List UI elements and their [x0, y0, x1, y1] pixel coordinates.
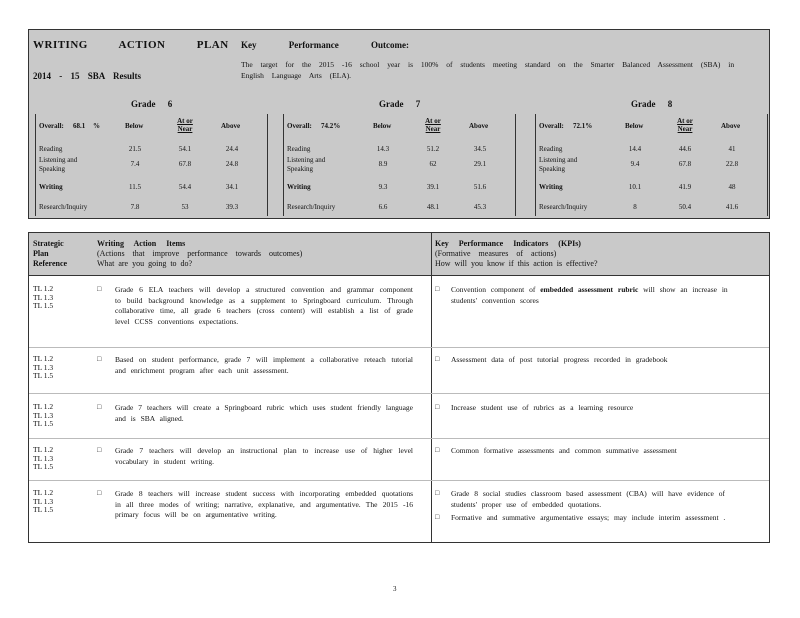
row-label: Reading	[287, 145, 311, 153]
value-above: 22.8	[725, 160, 739, 168]
sba-results-box	[28, 29, 770, 219]
strategic-ref: TL 1.5	[33, 419, 54, 428]
col-below: Below	[373, 122, 392, 130]
action-plan-table	[28, 232, 770, 543]
value-at-or-near: 54.4	[178, 183, 192, 191]
table-header	[29, 233, 769, 276]
col-above: Above	[221, 122, 241, 130]
value-above: 34.5	[473, 145, 487, 153]
strategic-refs	[33, 446, 53, 472]
panel-right-border	[767, 114, 768, 216]
action-item: Grade 6 ELA teachers will develop a structured convention and grammar component to build background knowledge as a supplement to Springboard curriculum. Through collaborative time, all grade 6 teachers (cross content) will establish a list of grade level CCSS conventions expectations.	[115, 285, 413, 326]
kpi-item: Convention component of embedded assessment rubric will show an increase in students' convention scores	[451, 285, 728, 305]
overall-value: 74.2%	[321, 122, 341, 130]
bullet-icon: □	[435, 489, 440, 497]
bullet-icon: □	[97, 285, 102, 293]
strategic-refs	[33, 285, 53, 311]
value-at-or-near: 41.9	[678, 183, 692, 191]
strategic-ref: TL 1.3	[33, 453, 54, 463]
page-number: 3	[393, 585, 397, 593]
row-label: Listening and Speaking	[539, 156, 578, 173]
overall-value: 68.1 %	[73, 122, 100, 130]
value-below: 11.5	[129, 183, 141, 191]
row-label: Reading	[539, 145, 563, 153]
strategic-ref: TL 1.5	[33, 462, 54, 471]
bullet-icon: □	[435, 355, 440, 363]
kpo-text: The target for the 2015 -16 school year is 100% of students meeting standard on the Smarter Balanced Assessment (SBA) in English Language Arts (ELA).	[241, 60, 735, 80]
value-above: 39.3	[225, 203, 239, 211]
overall-label: Overall:	[39, 122, 64, 130]
value-at-or-near: 50.4	[678, 203, 692, 211]
bullet-icon: □	[435, 446, 440, 454]
action-item: Grade 7 teachers will create a Springboard rubric which uses student friendly language and is SBA aligned.	[115, 403, 413, 423]
value-below: 14.4	[628, 145, 642, 153]
value-below: 9.3	[378, 183, 388, 191]
row-divider	[29, 438, 769, 439]
grade-title: Grade 8	[631, 99, 673, 109]
col-strategic-heading: Strategic Plan Reference	[33, 239, 68, 268]
col-kpi-heading: Key Performance Indicators (KPIs) (Formative measures of actions) How will you know if this action is effective?	[435, 239, 598, 268]
bullet-icon: □	[435, 403, 440, 411]
strategic-refs	[33, 403, 53, 429]
col-action-heading: Writing Action Items (Actions that improve performance towards outcomes) What are you going to do?	[97, 239, 303, 268]
value-at-or-near: 39.1	[426, 183, 440, 191]
overall-label: Overall:	[287, 122, 312, 130]
action-item: Grade 7 teachers will develop an instructional plan to increase use of higher level vocabulary in student writing.	[115, 446, 413, 466]
strategic-refs	[33, 489, 53, 515]
action-item: Grade 8 teachers will increase student success with incorporating embedded quotations in all three modes of writing; narrative, explanative, and argumentative. The 2015 -16 primary focus will be on argumentative writing.	[115, 489, 413, 519]
grade-title: Grade 7	[379, 99, 421, 109]
strategic-ref: TL 1.3	[33, 496, 54, 506]
value-at-or-near: 48.1	[426, 203, 440, 211]
row-label: Writing	[539, 183, 563, 191]
kpi-item: Grade 8 social studies classroom based assessment (CBA) will have evidence of students' proper use of embedded quotations.	[451, 489, 725, 509]
value-at-or-near: 62	[429, 160, 437, 168]
kpi-item: Common formative assessments and common summative assessment	[451, 446, 677, 455]
value-above: 48	[728, 183, 736, 191]
strategic-ref: TL 1.2	[33, 354, 54, 363]
col-below: Below	[125, 122, 144, 130]
row-divider	[29, 347, 769, 348]
bullet-icon: □	[97, 446, 102, 454]
plan-title: WRITING ACTION PLAN	[33, 39, 229, 51]
value-below: 14.3	[376, 145, 390, 153]
value-below: 7.8	[130, 203, 140, 211]
col-at-or-near: At or Near	[677, 117, 693, 133]
row-label: Writing	[287, 183, 311, 191]
panel-left-border	[283, 114, 284, 216]
value-above: 24.4	[225, 145, 239, 153]
bullet-icon: □	[435, 513, 440, 521]
row-divider	[29, 393, 769, 394]
strategic-ref: TL 1.3	[33, 362, 54, 372]
value-above: 51.6	[473, 183, 487, 191]
kpi-item: Increase student use of rubrics as a learning resource	[451, 403, 634, 412]
panel-left-border	[535, 114, 536, 216]
value-at-or-near: 44.6	[678, 145, 692, 153]
panel-right-border	[515, 114, 516, 216]
value-at-or-near: 53	[181, 203, 189, 211]
row-label: Research/Inquiry	[287, 203, 336, 211]
value-below: 21.5	[128, 145, 142, 153]
action-item: Based on student performance, grade 7 will implement a collaborative reteach tutorial and enrichment program after each unit assessment.	[115, 355, 413, 375]
value-above: 29.1	[473, 160, 487, 168]
sba-results-label: 2014 - 15 SBA Results	[33, 71, 142, 81]
strategic-refs	[33, 355, 53, 381]
row-divider	[29, 480, 769, 481]
col-at-or-near: At or Near	[425, 117, 441, 133]
value-at-or-near: 54.1	[178, 145, 192, 153]
value-above: 41.6	[725, 203, 739, 211]
row-label: Research/Inquiry	[39, 203, 88, 211]
row-label: Listening and Speaking	[39, 156, 78, 173]
strategic-ref: TL 1.5	[33, 301, 54, 310]
strategic-ref: TL 1.2	[33, 488, 54, 497]
row-label: Research/Inquiry	[539, 203, 588, 211]
col-above: Above	[469, 122, 489, 130]
value-below: 7.4	[130, 160, 140, 168]
row-label: Listening and Speaking	[287, 156, 326, 173]
value-at-or-near: 51.2	[426, 145, 440, 153]
value-below: 8.9	[378, 160, 388, 168]
bullet-icon: □	[97, 355, 102, 363]
overall-value: 72.1%	[573, 122, 593, 130]
strategic-ref: TL 1.2	[33, 445, 54, 454]
bullet-icon: □	[97, 489, 102, 497]
value-below: 9.4	[630, 160, 640, 168]
value-at-or-near: 67.8	[678, 160, 692, 168]
strategic-ref: TL 1.3	[33, 292, 54, 302]
col-at-or-near: At or Near	[177, 117, 193, 133]
strategic-ref: TL 1.5	[33, 371, 54, 380]
grade-title: Grade 6	[131, 99, 173, 109]
row-label: Reading	[39, 145, 63, 153]
bullet-icon: □	[435, 285, 440, 293]
col-below: Below	[625, 122, 644, 130]
column-divider	[431, 233, 432, 542]
row-label: Writing	[39, 183, 63, 191]
value-below: 6.6	[378, 203, 388, 211]
value-below: 10.1	[628, 183, 642, 191]
strategic-ref: TL 1.5	[33, 505, 54, 514]
bullet-icon: □	[97, 403, 102, 411]
value-above: 24.8	[225, 160, 239, 168]
kpo-heading: Key Performance Outcome:	[241, 40, 409, 50]
panel-left-border	[35, 114, 36, 216]
value-above: 41	[728, 145, 736, 153]
value-above: 34.1	[225, 183, 239, 191]
value-at-or-near: 67.8	[178, 160, 192, 168]
kpi-item: Assessment data of post tutorial progress recorded in gradebook	[451, 355, 668, 364]
col-above: Above	[721, 122, 741, 130]
kpi-item: Formative and summative argumentative essays; may include interim assessment .	[451, 513, 726, 522]
strategic-ref: TL 1.2	[33, 284, 54, 293]
strategic-ref: TL 1.2	[33, 402, 54, 411]
strategic-ref: TL 1.3	[33, 410, 54, 420]
value-below: 8	[633, 203, 637, 211]
value-above: 45.3	[473, 203, 487, 211]
overall-label: Overall:	[539, 122, 564, 130]
panel-right-border	[267, 114, 268, 216]
